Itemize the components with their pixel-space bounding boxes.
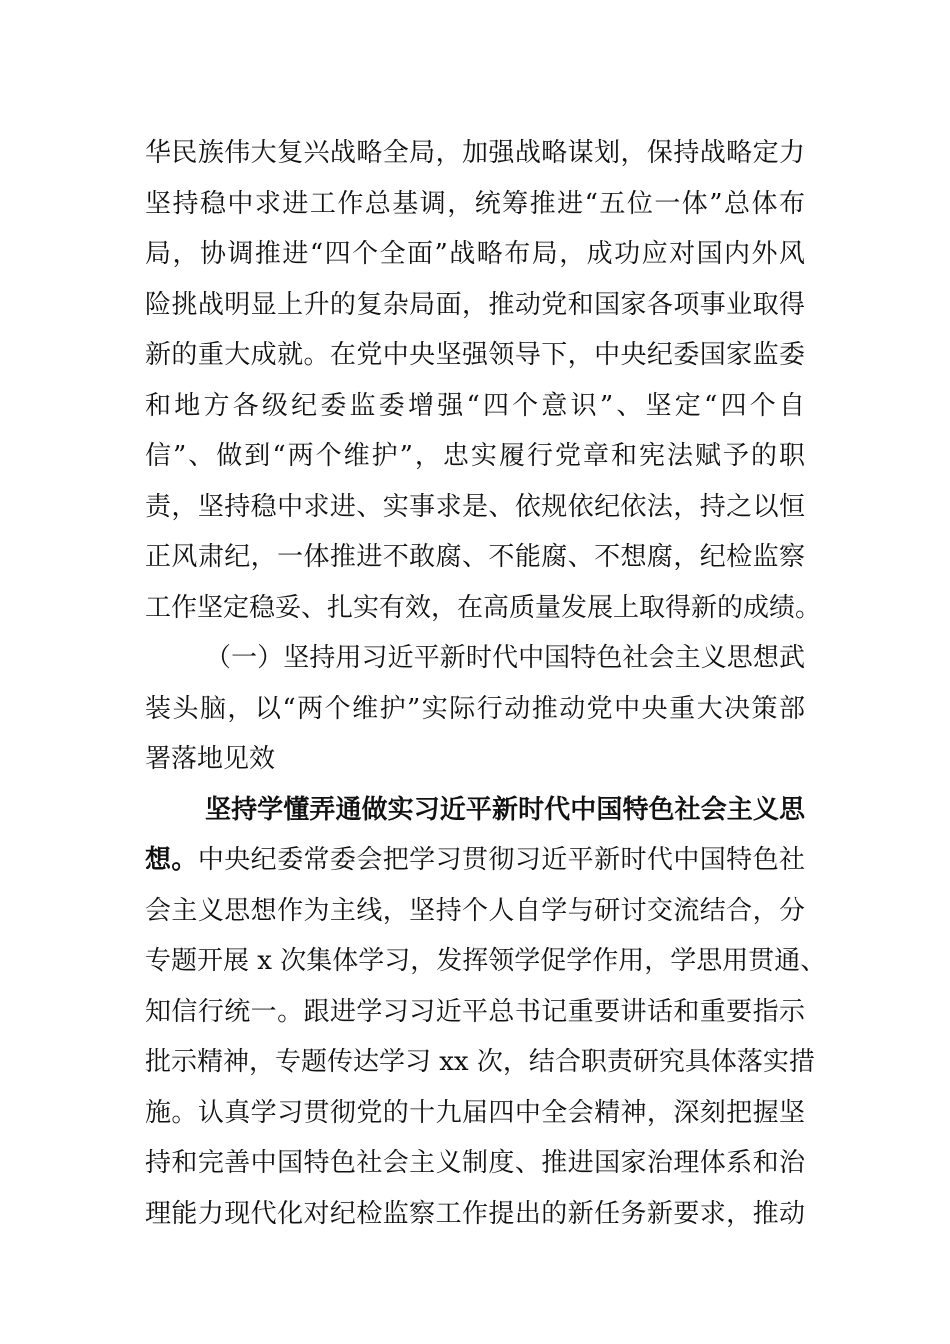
paragraph-line: 专题开展 x 次集体学习，发挥领学促学作用，学思用贯通、 [145, 946, 827, 976]
bold-lead-line: 坚持学懂弄通做实习近平新时代中国特色社会主义思 [205, 794, 805, 825]
paragraph-line: 华民族伟大复兴战略全局，加强战略谋划，保持战略定力 [145, 138, 805, 168]
paragraph-line: 信”、做到“两个维护”，忠实履行党章和宪法赋予的职 [145, 441, 805, 471]
paragraph-line: 局，协调推进“四个全面”战略布局，成功应对国内外风 [145, 239, 805, 269]
bold-lead-end: 想。 [145, 845, 198, 875]
section-heading-line: 署落地见效 [145, 744, 276, 774]
paragraph-line: 知信行统一。跟进学习习近平总书记重要讲话和重要指示 [145, 996, 805, 1027]
section-heading-line: （一）坚持用习近平新时代中国特色社会主义思想武 [205, 643, 805, 673]
paragraph-line: 工作坚定稳妥、扎实有效，在高质量发展上取得新的成绩。 [145, 592, 822, 623]
paragraph-line: 理能力现代化对纪检监察工作提出的新任务新要求，推动 [145, 1198, 805, 1229]
paragraph-line: 持和完善中国特色社会主义制度、推进国家治理体系和治 [145, 1148, 805, 1178]
paragraph-line: 和地方各级纪委监委增强“四个意识”、坚定“四个自 [145, 390, 805, 421]
paragraph-line: 坚持稳中求进工作总基调，统筹推进“五位一体”总体布 [145, 188, 805, 219]
paragraph-text: 中央纪委常委会把学习贯彻习近平新时代中国特色社 [197, 845, 805, 875]
paragraph-line: 正风肃纪，一体推进不敢腐、不能腐、不想腐，纪检监察 [145, 542, 805, 572]
paragraph-line: 施。认真学习贯彻党的十九届四中全会精神，深刻把握坚 [145, 1097, 805, 1128]
mixed-lead-line [145, 835, 805, 886]
paragraph-line: 新的重大成就。在党中央坚强领导下，中央纪委国家监委 [145, 340, 805, 370]
paragraph-line: 批示精神，专题传达学习 xx 次，结合职责研究具体落实措 [145, 1047, 815, 1077]
paragraph-line: 责，坚持稳中求进、实事求是、依规依纪依法，持之以恒 [145, 491, 805, 522]
paragraph-line: 会主义思想作为主线，坚持个人自学与研讨交流结合，分 [145, 895, 805, 926]
section-heading-line: 装头脑，以“两个维护”实际行动推动党中央重大决策部 [145, 693, 805, 724]
paragraph-line: 险挑战明显上升的复杂局面，推动党和国家各项事业取得 [145, 289, 805, 320]
document-body [145, 128, 827, 1239]
